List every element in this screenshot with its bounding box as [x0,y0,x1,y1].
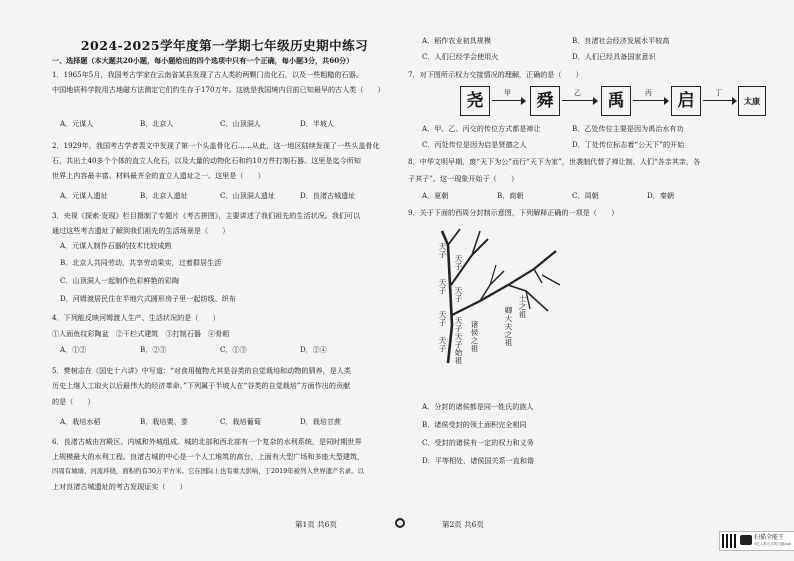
q7-option-c[interactable]: C．丙处传位是因为启是贤德之人 [422,140,527,149]
scanner-watermark [719,531,794,551]
q2-option-a[interactable]: A．元谋人遗址 [60,191,108,200]
q2-option-c[interactable]: C．山顶洞人遗址 [220,191,276,200]
q6-line1: 6．良渚古城由宫殿区、内城和外城组成。城的北部和西北部有一个复杂的水利系统，是同时期世界 [52,437,362,446]
chain-box-yu: 禹 [601,86,631,116]
q4-option-b[interactable]: B．②③ [140,345,167,354]
chain-arrow-2 [562,100,596,101]
chain-label-yi: 乙 [574,89,581,97]
q7-line1: 7．对下图所示权力交接情况的理解，正确的是（ ） [408,70,583,79]
q9-fenfeng-tree-diagram [430,225,570,369]
q9-option-a[interactable]: A．分封的诸侯都是同一姓氏的族人 [422,402,534,411]
q8-line2: 子其子”。这一现象开始于（ ） [408,174,519,183]
q2-option-d[interactable]: D．良渚古城遗址 [300,191,356,200]
q6-line4: 上对良渚古城遗址的考古发现证实（ ） [52,482,187,491]
q1-option-d[interactable]: D．半坡人 [300,119,335,128]
q5-line2: 历史上继人工取火以后最伟大的经济革命。”下列属于半坡人在“谷类的自觉栽培”方面作出的贡献 [52,381,351,390]
q4-option-d[interactable]: D．②④ [300,345,327,354]
q6-line3: 四周有城墙、河流环绕，面积约有30万平方米。它在国际上也有重大影响，于2019年被列入世界遗产名录。以 [52,467,364,475]
q7-option-a[interactable]: A．甲、乙、丙交的传位方式都是禅让 [422,124,541,133]
q1-line2: 中国地质科学院用古地磁方法测定它们约生存于170万年。这就是我国境内目前已知最早的古人类（ ） [52,85,385,94]
q2-option-b[interactable]: B．北京人遗址 [140,191,188,200]
q7-option-b[interactable]: B．乙处传位主要是因为禹治水有功 [572,124,684,133]
q1-line1: 1．1965年5月，我国考古学家在云南省某县发现了古人类的两颗门齿化石，以及一些粗糙的石器。 [52,70,363,79]
tree-label-tianzi-2: 天子 [454,254,463,271]
tree-label-tianzi-3: 天子 [438,278,447,295]
tree-label-tianzi-shizu: 天子始祖 [454,332,463,365]
q5-option-c[interactable]: C．栽培葡萄 [220,417,261,426]
q4-items: ①人面鱼纹彩陶盆 ②干栏式建筑 ③打制石器 ④骨耜 [52,329,230,338]
section-heading: 一、选择题（本大题共20小题，每小题给出的四个选项中只有一个正确，每小题3分，共60分） [52,56,354,65]
exam-title: 2024-2025学年度第一学期七年级历史期中练习 [80,38,369,53]
q3-option-c[interactable]: C．山顶洞人一起制作色彩鲜艳的彩陶 [60,276,179,285]
q2-line1: 2．1929年，我国考古学者裴文中发现了第一个头盖骨化石……从此，这一地区陆续发现了一些头盖骨化 [52,141,380,150]
page-2-footer: 第2页 共6页 [442,520,484,529]
chain-box-yao: 尧 [460,86,490,116]
q5-line1: 5．樊树志在《国史十六讲》中写道：“对食用植物尤其是谷类的自觉栽培和动物的驯养，是人类 [52,366,351,375]
q5-option-d[interactable]: D．栽培甘蔗 [300,417,342,426]
q9-option-b[interactable]: B．诸侯受封的领土面积完全相同 [422,420,527,429]
q3-option-b[interactable]: B．北京人共同劳动，共享劳动果实，过着群居生活 [60,258,222,267]
q6-option-b[interactable]: B．良渚社会经济发展水平较高 [572,36,670,45]
page-divider-dot [395,518,405,528]
q7-option-d[interactable]: D．丁处传位标志着“公天下”的开始 [572,140,685,149]
q9-option-d[interactable]: D．平等相处，诸侯国关系一直和谐 [422,456,535,465]
q9-option-c[interactable]: C．受封的诸侯有一定的权力和义务 [422,438,534,447]
chain-box-qi: 启 [671,86,701,116]
scanner-app-tagline: 3亿人都在用的扫描App [754,542,792,546]
tree-label-tianzi-6: 天子 [454,316,463,333]
q6-option-d[interactable]: D．人们已经具备国家意识 [572,52,656,61]
q1-option-b[interactable]: B．北京人 [140,119,174,128]
chain-box-shun: 舜 [530,86,560,116]
q8-option-c[interactable]: C．周朝 [572,191,599,200]
q5-line3: 的是（ ） [52,397,95,406]
q2-line3: 世界上内容最丰富、材料最齐全的直立人遗址之一。这里是（ ） [52,171,265,180]
q6-line2: 上规模最大的水利工程。良渚古城的中心是一个人工堆筑的高台，上面有大型广场和多座大型建筑， [52,452,365,461]
tree-drawing [430,225,570,365]
chain-box-taikang: 太康 [738,86,766,116]
tree-label-tianzi-7: 天子 [438,336,447,353]
q3-option-a[interactable]: A．元谋人制作石器的技术比较成熟 [60,241,172,250]
q2-line2: 石，共出土40多个个体的直立人化石，以及大量的动物化石和约10万件打制石器。这里是迄今所知 [52,156,361,165]
page-1-footer: 第1页 共6页 [295,520,337,529]
q5-option-b[interactable]: B．栽培粟、黍 [140,417,188,426]
tree-label-zhuhou: 诸侯之祖 [470,320,479,353]
q8-option-d[interactable]: D．秦朝 [647,191,674,200]
q8-option-b[interactable]: B．商朝 [497,191,524,200]
q1-option-a[interactable]: A．元谋人 [60,119,94,128]
scanner-app-name: 扫描全能王 [754,534,785,541]
tree-label-tianzi-4: 天子 [454,286,463,303]
q9-line1: 9．关于下面的西周分封制示意图，下列解释正确的一项是（ ） [408,208,619,217]
qr-code-icon [722,534,736,548]
q6-option-a[interactable]: A．稻作农业初具规模 [422,36,491,45]
q4-option-c[interactable]: C．①③ [220,345,247,354]
tree-label-tianzi-5: 天子 [438,310,447,327]
scanner-app-logo-icon [740,535,752,545]
chain-label-ding: 丁 [715,89,722,97]
q4-line1: 4．下列能反映河姆渡人生产、生活状况的是（ ） [52,313,220,322]
tree-label-tianzi-1: 天子 [438,242,447,259]
q3-line1: 3．央视《探索·发现》栏目摄制了专题片《考古拼图》，主要讲述了我们祖先的生活状况。我们可以 [52,211,361,220]
q5-option-a[interactable]: A．栽培水稻 [60,417,101,426]
q3-line2: 通过这些考古遗址了解到我们祖先的生活场景是（ ） [52,226,230,235]
q8-line1: 8．中华文明早期，废“天下为公”而行“天下为家”，世袭制代替了禅让制，人们“各亲其亲，各 [408,157,701,166]
chain-label-bing: 丙 [645,89,652,97]
q6-option-c[interactable]: C．人们已经学会使用火 [422,52,499,61]
q8-option-a[interactable]: A．夏朝 [422,191,449,200]
q3-option-d[interactable]: D．河姆渡居民住在半地穴式圆形房子里一起纺线、织布 [60,294,236,303]
chain-arrow-4 [703,100,735,101]
chain-arrow-3 [633,100,667,101]
chain-label-jia: 甲 [504,89,511,97]
q1-option-c[interactable]: C．山顶洞人 [220,119,261,128]
tree-label-qingdafu: 卿大夫之祖 [504,306,513,347]
q4-option-a[interactable]: A．①② [60,345,87,354]
chain-arrow-1 [492,100,524,101]
tree-label-shi: 士之祖 [518,294,527,319]
